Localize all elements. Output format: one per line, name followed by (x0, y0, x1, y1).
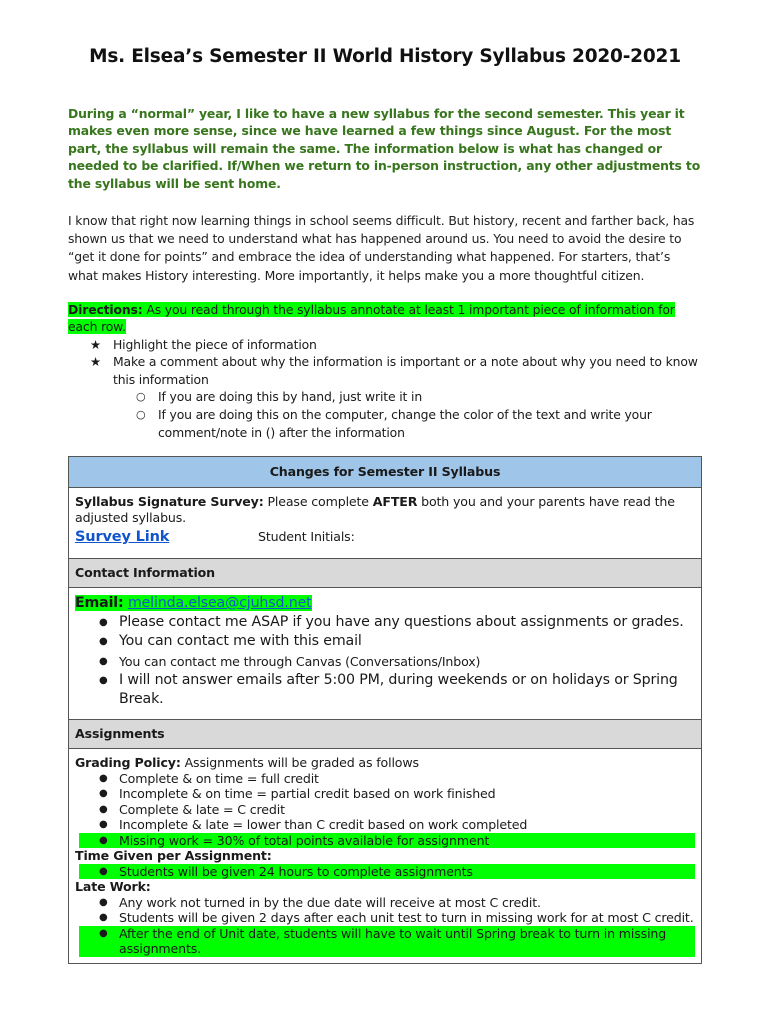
list-item (79, 833, 695, 849)
bullet-icon: ● (99, 912, 108, 924)
bullet-icon: ● (99, 819, 108, 831)
list-item-text: If you are doing this by hand, just write it in (158, 389, 423, 405)
survey-label: Syllabus Signature Survey: (75, 494, 264, 509)
assignments-cell (69, 749, 702, 964)
late-label: Late Work: (75, 879, 151, 895)
list-item-text: Any work not turned in by the due date will receive at most C credit. (119, 894, 541, 910)
list-item (99, 802, 695, 818)
list-item-text: If you are doing this on the computer, change the color of the text and write your comment/note in () after the information (158, 407, 652, 440)
time-label: Time Given per Assignment: (75, 848, 272, 864)
list-item-text: Highlight the piece of information (113, 336, 317, 352)
list-item (99, 613, 695, 632)
time-list (75, 864, 695, 880)
list-item-text: Incomplete & late = lower than C credit based on work completed (119, 817, 528, 833)
bullet-icon: ● (99, 803, 108, 815)
list-item-text: Students will be given 2 days after each unit test to turn in missing work for at most C credit. (119, 910, 694, 926)
list-item (99, 671, 695, 709)
list-item-text: Incomplete & on time = partial credit based on work finished (119, 786, 496, 802)
intro-paragraph: During a “normal” year, I like to have a new syllabus for the second semester. This year it makes even more sense, since we have learned a few things since August. For the most part, the syllabus will remain the same. The information below is what has changed or needed to be clarified. If/When we return to in-person instruction, any other adjustments to the syllabus will be sent home. (68, 106, 701, 191)
page-title: Ms. Elsea’s Semester II World History Syllabus 2020-2021 (89, 46, 681, 67)
circle-icon: ○ (136, 390, 146, 404)
contact-cell (69, 588, 702, 720)
bullet-icon: ● (99, 788, 108, 800)
document-page (68, 0, 702, 441)
directions-text: As you read through the syllabus annotate at least 1 important piece of information for each row. (68, 301, 675, 335)
survey-emphasis: AFTER (372, 494, 418, 509)
list-item-text: After the end of Unit date, students will have to wait until Spring break to turn in missing assignments. (119, 925, 667, 957)
list-item (136, 406, 702, 441)
survey-cell (69, 488, 702, 559)
late-list (75, 895, 695, 957)
bullet-icon: ● (99, 927, 108, 939)
list-item (90, 353, 702, 441)
student-initials-label: Student Initials: (258, 529, 355, 544)
list-item (99, 786, 695, 802)
list-item (79, 864, 695, 880)
bullet-icon: ● (99, 896, 108, 908)
contact-list (75, 613, 695, 709)
body-paragraph: I know that right now learning things in school seems difficult. But history, recent and farther back, has shown us that we need to understand what has happened around us. You need to avoid the desire to “get it done for points” and embrace the idea of understanding what happened. For starters, that’s what makes History interesting. More importantly, it helps make you a more thoughtful citizen. (68, 213, 695, 283)
list-item (99, 632, 695, 651)
assignments-header: Assignments (69, 720, 702, 749)
directions-list (68, 336, 702, 442)
list-item (90, 336, 702, 354)
list-item (136, 388, 702, 406)
sub-list (113, 388, 702, 441)
grading-text: Assignments will be graded as follows (180, 755, 419, 771)
survey-text-after: both you and your parents have read the adjusted syllabus. (75, 494, 675, 525)
list-item-text: Complete & late = C credit (119, 801, 285, 817)
directions-label: Directions: (68, 301, 143, 317)
list-item-text: Students will be given 24 hours to complete assignments (119, 863, 473, 879)
survey-text: Please complete (263, 494, 373, 509)
list-item (99, 817, 695, 833)
list-item-text: You can contact me through Canvas (Conversations/Inbox) (119, 653, 481, 669)
list-item-text: Make a comment about why the information is important or a note about why you need to know this information (113, 354, 698, 387)
survey-link[interactable]: Survey Link (75, 529, 170, 545)
email-link[interactable]: melinda.elsea@cjuhsd.net (127, 595, 312, 611)
bullet-icon: ● (99, 655, 108, 667)
star-icon: ★ (90, 336, 101, 352)
list-item (99, 895, 695, 911)
list-item (79, 926, 695, 957)
list-item-text: Please contact me ASAP if you have any questions about assignments or grades. (119, 614, 684, 631)
changes-table (68, 456, 702, 964)
bullet-icon: ● (99, 865, 108, 877)
contact-header: Contact Information (69, 559, 702, 588)
list-item (99, 652, 695, 671)
list-item (99, 771, 695, 787)
circle-icon: ○ (136, 408, 146, 422)
table-header: Changes for Semester II Syllabus (69, 457, 702, 488)
bullet-icon: ● (99, 772, 108, 784)
email-label: Email: (75, 595, 124, 611)
list-item-text: I will not answer emails after 5:00 PM, during weekends or on holidays or Spring Break. (119, 671, 678, 707)
bullet-icon: ● (99, 617, 108, 629)
grading-list (75, 771, 695, 849)
list-item-text: You can contact me with this email (119, 633, 362, 650)
list-item (99, 910, 695, 926)
star-icon: ★ (90, 354, 101, 370)
grading-label: Grading Policy: (75, 755, 181, 771)
list-item-text: Missing work = 30% of total points available for assignment (119, 832, 490, 848)
bullet-icon: ● (99, 636, 108, 648)
bullet-icon: ● (99, 834, 108, 846)
list-item-text: Complete & on time = full credit (119, 770, 319, 786)
bullet-icon: ● (99, 674, 108, 686)
directions (68, 301, 702, 336)
